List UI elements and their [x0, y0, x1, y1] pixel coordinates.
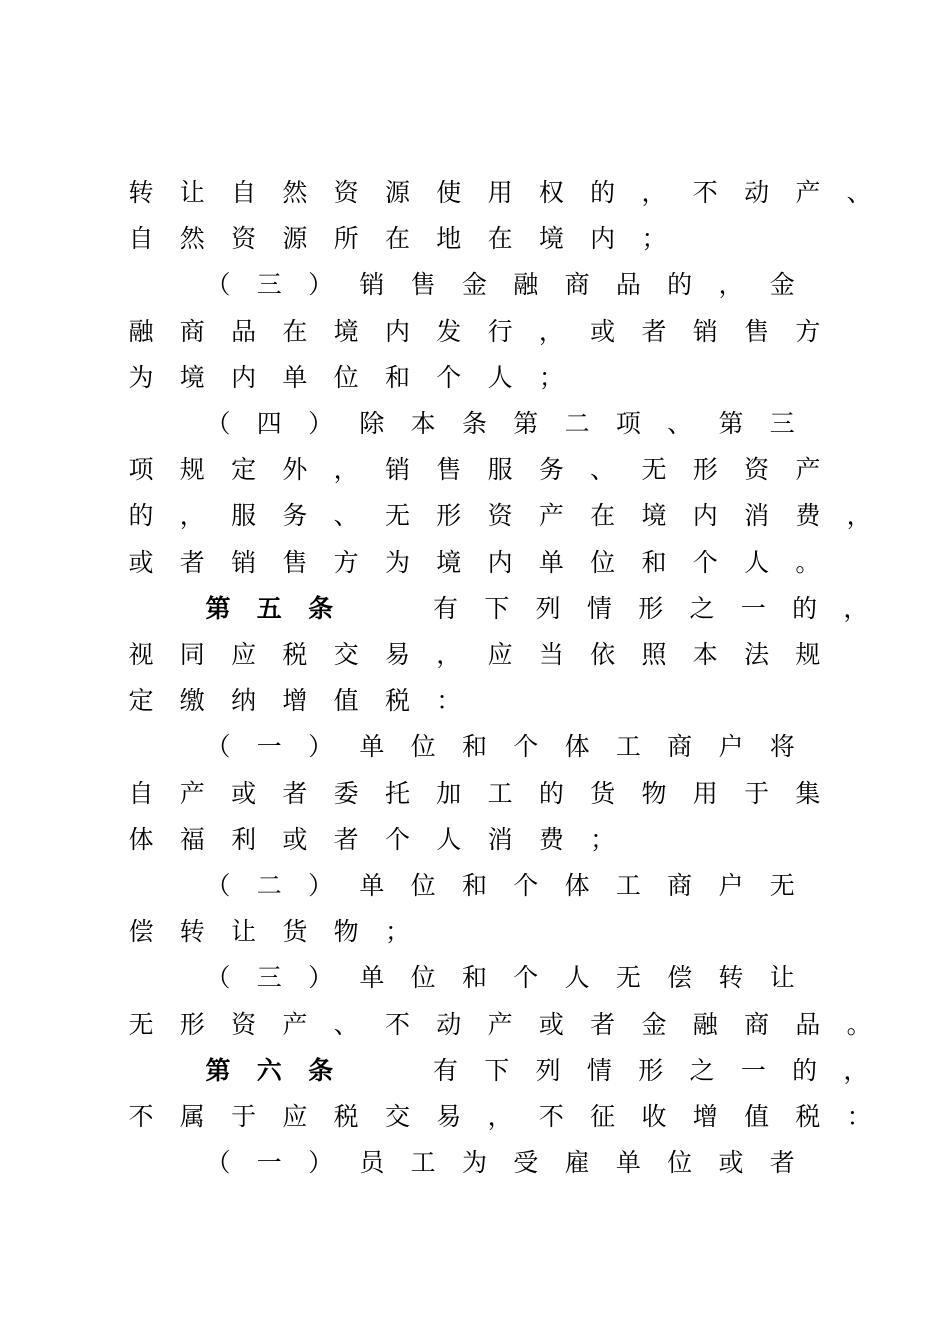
char: 除 — [359, 409, 385, 438]
char: 品 — [615, 270, 641, 300]
char: 集 — [795, 778, 821, 808]
char: 有 — [433, 593, 459, 623]
char: 同 — [179, 640, 205, 669]
article-number-char: 第 — [205, 1055, 231, 1085]
char: 费 — [538, 824, 564, 854]
char: 在 — [590, 501, 616, 531]
char: 在 — [487, 224, 513, 254]
char: 的 — [128, 501, 154, 531]
text-line — [126, 1002, 926, 1048]
char: 无 — [384, 501, 410, 531]
char: 然 — [179, 224, 205, 254]
char: 工 — [487, 778, 513, 808]
char: 人 — [487, 362, 513, 392]
char: 商 — [667, 732, 693, 762]
char: 将 — [769, 732, 795, 762]
char: 体 — [564, 732, 590, 762]
char: 品 — [795, 1009, 821, 1039]
char: 一 — [256, 732, 282, 762]
char: 商 — [744, 1009, 770, 1039]
char: ， — [179, 501, 205, 531]
char: 第 — [718, 409, 744, 438]
char: 销 — [359, 270, 385, 300]
char: 单 — [359, 963, 385, 993]
char: 人 — [436, 824, 462, 854]
char: 偿 — [667, 963, 693, 993]
char: 下 — [484, 1055, 510, 1085]
char: ， — [487, 1102, 513, 1131]
char: 内 — [487, 547, 513, 577]
char: （ — [205, 1148, 231, 1178]
char: 务 — [282, 501, 308, 531]
char: 源 — [282, 224, 308, 254]
char: ， — [846, 501, 872, 531]
char: 物 — [333, 917, 359, 947]
char: 内 — [590, 224, 616, 254]
char: （ — [205, 409, 231, 438]
char: 服 — [487, 455, 513, 485]
char: 资 — [487, 501, 513, 531]
char: 单 — [359, 732, 385, 762]
char: 境 — [333, 316, 359, 346]
char: 境 — [538, 224, 564, 254]
char: 值 — [333, 686, 359, 716]
char: 、 — [846, 178, 872, 207]
char: 发 — [436, 316, 462, 346]
char: 、 — [333, 501, 359, 531]
char: 税 — [795, 1102, 821, 1131]
char: 规 — [795, 640, 821, 669]
char: 工 — [615, 732, 641, 762]
char: 应 — [231, 640, 257, 669]
char: 者 — [641, 316, 667, 346]
char: 无 — [641, 455, 667, 485]
char: 本 — [410, 409, 436, 438]
char: 融 — [128, 316, 154, 346]
char: 不 — [384, 1009, 410, 1039]
char: 者 — [769, 1148, 795, 1178]
char: 售 — [410, 270, 436, 300]
text-line — [126, 817, 926, 863]
char: 所 — [333, 224, 359, 254]
char: 位 — [333, 362, 359, 392]
char: 于 — [231, 1102, 257, 1131]
char: 值 — [744, 1102, 770, 1131]
char: 费 — [795, 501, 821, 531]
text-line — [126, 632, 926, 678]
char: （ — [205, 732, 231, 762]
char: 资 — [333, 178, 359, 207]
char: 工 — [410, 1148, 436, 1178]
char: 的 — [667, 270, 693, 300]
char: 利 — [231, 824, 257, 854]
char: 转 — [128, 178, 154, 207]
char: ； — [538, 362, 564, 392]
char: 个 — [513, 963, 539, 993]
char: 有 — [433, 1055, 459, 1085]
char: 物 — [641, 778, 667, 808]
char: 三 — [256, 963, 282, 993]
char: 内 — [692, 501, 718, 531]
char: 。 — [846, 1009, 872, 1039]
char: 或 — [128, 547, 154, 577]
char: 销 — [692, 316, 718, 346]
char: 二 — [564, 409, 590, 438]
char: 情 — [586, 593, 612, 623]
char: 形 — [436, 501, 462, 531]
char: 受 — [513, 1148, 539, 1178]
text-line — [126, 909, 926, 955]
char: 单 — [359, 871, 385, 900]
char: （ — [205, 270, 231, 300]
char: 偿 — [128, 917, 154, 947]
char: 应 — [282, 1102, 308, 1131]
char: 体 — [564, 871, 590, 900]
text-line — [126, 309, 926, 355]
char: 项 — [128, 455, 154, 485]
char: 使 — [436, 178, 462, 207]
char: 征 — [590, 1102, 616, 1131]
char: 售 — [436, 455, 462, 485]
char: ） — [308, 1148, 334, 1178]
article-heading-line — [203, 1048, 950, 1094]
char: 转 — [718, 963, 744, 993]
char: 或 — [718, 1148, 744, 1178]
char: 二 — [256, 871, 282, 900]
char: 品 — [231, 316, 257, 346]
char: ， — [843, 1055, 869, 1085]
char: 的 — [792, 1055, 818, 1085]
text-line — [203, 955, 950, 1001]
article-number-char: 第 — [205, 593, 231, 623]
text-line — [126, 771, 926, 817]
char: 形 — [179, 1009, 205, 1039]
char: 产 — [179, 778, 205, 808]
char: 条 — [461, 409, 487, 438]
char: 员 — [359, 1148, 385, 1178]
char: 资 — [231, 224, 257, 254]
char: ： — [436, 686, 462, 716]
char: 售 — [744, 316, 770, 346]
char: 纳 — [231, 686, 257, 716]
char: ； — [641, 224, 667, 254]
char: 单 — [615, 1148, 641, 1178]
char: 的 — [538, 778, 564, 808]
char: 让 — [769, 963, 795, 993]
char: 不 — [128, 1102, 154, 1131]
char: 法 — [744, 640, 770, 669]
char: 商 — [564, 270, 590, 300]
char: 权 — [538, 178, 564, 207]
char: 销 — [384, 455, 410, 485]
char: ， — [333, 455, 359, 485]
text-line — [126, 447, 926, 493]
char: ） — [308, 732, 334, 762]
char: ） — [308, 963, 334, 993]
char: ） — [308, 409, 334, 438]
char: 消 — [744, 501, 770, 531]
char: 一 — [256, 1148, 282, 1178]
char: ： — [846, 1102, 872, 1131]
article-number-char: 五 — [256, 593, 282, 623]
char: 于 — [744, 778, 770, 808]
char: 交 — [333, 640, 359, 669]
char: 应 — [487, 640, 513, 669]
char: 、 — [667, 409, 693, 438]
char: 易 — [436, 1102, 462, 1131]
text-line — [203, 724, 950, 770]
char: ， — [718, 270, 744, 300]
char: （ — [205, 963, 231, 993]
char: 个 — [436, 362, 462, 392]
char: 金 — [461, 270, 487, 300]
char: 一 — [740, 1055, 766, 1085]
char: ， — [538, 316, 564, 346]
char: 方 — [795, 316, 821, 346]
char: 境 — [179, 362, 205, 392]
char: 和 — [461, 963, 487, 993]
char: 商 — [667, 871, 693, 900]
char: 列 — [535, 593, 561, 623]
char: 本 — [692, 640, 718, 669]
char: 税 — [333, 1102, 359, 1131]
char: 的 — [792, 593, 818, 623]
char: 税 — [384, 686, 410, 716]
char: 位 — [590, 547, 616, 577]
char: 个 — [513, 871, 539, 900]
char: 依 — [590, 640, 616, 669]
char: 自 — [128, 224, 154, 254]
article-number-char: 条 — [308, 1055, 334, 1085]
char: 境 — [436, 547, 462, 577]
char: 项 — [615, 409, 641, 438]
char: 的 — [590, 178, 616, 207]
char: 金 — [769, 270, 795, 300]
char: 福 — [179, 824, 205, 854]
char: ） — [308, 270, 334, 300]
char: 三 — [769, 409, 795, 438]
char: 。 — [795, 547, 821, 577]
char: 用 — [487, 178, 513, 207]
char: ； — [590, 824, 616, 854]
char: 行 — [487, 316, 513, 346]
char: 列 — [535, 1055, 561, 1085]
char: 规 — [179, 455, 205, 485]
char: 第 — [513, 409, 539, 438]
char: 商 — [179, 316, 205, 346]
char: 加 — [436, 778, 462, 808]
char: 定 — [128, 686, 154, 716]
char: 或 — [590, 316, 616, 346]
char: 户 — [718, 732, 744, 762]
char: 人 — [564, 963, 590, 993]
char: 人 — [744, 547, 770, 577]
char: 或 — [282, 824, 308, 854]
char: 融 — [692, 1009, 718, 1039]
char: 自 — [231, 178, 257, 207]
char: 无 — [769, 871, 795, 900]
text-line — [203, 863, 950, 909]
char: ） — [308, 871, 334, 900]
char: 体 — [128, 824, 154, 854]
char: 在 — [282, 316, 308, 346]
char: 属 — [179, 1102, 205, 1131]
char: 形 — [692, 455, 718, 485]
char: ， — [843, 593, 869, 623]
char: 个 — [692, 547, 718, 577]
char: 转 — [179, 917, 205, 947]
text-line — [126, 170, 926, 216]
char: 个 — [513, 732, 539, 762]
text-line — [203, 401, 950, 447]
char: 之 — [689, 1055, 715, 1085]
char: （ — [205, 871, 231, 900]
char: 单 — [538, 547, 564, 577]
char: 服 — [231, 501, 257, 531]
article-number-char: 条 — [308, 593, 334, 623]
char: 资 — [231, 1009, 257, 1039]
text-line — [126, 1094, 926, 1140]
char: 三 — [256, 270, 282, 300]
char: 资 — [744, 455, 770, 485]
char: 一 — [740, 593, 766, 623]
char: 视 — [128, 640, 154, 669]
char: 雇 — [564, 1148, 590, 1178]
char: 位 — [410, 732, 436, 762]
text-line — [126, 540, 926, 586]
char: 和 — [384, 362, 410, 392]
char: 消 — [487, 824, 513, 854]
char: 外 — [282, 455, 308, 485]
char: 位 — [410, 963, 436, 993]
char: 、 — [590, 455, 616, 485]
text-line — [126, 355, 926, 401]
char: 照 — [641, 640, 667, 669]
char: 为 — [461, 1148, 487, 1178]
char: 金 — [641, 1009, 667, 1039]
char: 增 — [692, 1102, 718, 1131]
char: 交 — [384, 1102, 410, 1131]
text-line — [126, 678, 926, 724]
char: 缴 — [179, 686, 205, 716]
char: 用 — [692, 778, 718, 808]
char: 个 — [384, 824, 410, 854]
article-heading-line — [203, 586, 950, 632]
char: 托 — [384, 778, 410, 808]
char: ， — [436, 640, 462, 669]
char: 工 — [615, 871, 641, 900]
char: 形 — [638, 593, 664, 623]
char: 税 — [282, 640, 308, 669]
char: 下 — [484, 593, 510, 623]
char: 境 — [641, 501, 667, 531]
char: 和 — [641, 547, 667, 577]
char: 和 — [461, 871, 487, 900]
char: 者 — [179, 547, 205, 577]
char: ； — [384, 917, 410, 947]
char: 为 — [128, 362, 154, 392]
char: 内 — [384, 316, 410, 346]
char: 定 — [231, 455, 257, 485]
text-line — [126, 493, 926, 539]
text-line — [126, 216, 926, 262]
char: 者 — [282, 778, 308, 808]
char: 动 — [744, 178, 770, 207]
char: 产 — [795, 178, 821, 207]
char: 融 — [513, 270, 539, 300]
char: 不 — [538, 1102, 564, 1131]
char: 收 — [641, 1102, 667, 1131]
char: 者 — [590, 1009, 616, 1039]
char: 让 — [231, 917, 257, 947]
char: 位 — [410, 871, 436, 900]
char: 情 — [586, 1055, 612, 1085]
char: 产 — [538, 501, 564, 531]
char: 之 — [689, 593, 715, 623]
char: 当 — [538, 640, 564, 669]
char: 售 — [282, 547, 308, 577]
char: 产 — [487, 1009, 513, 1039]
char: 地 — [436, 224, 462, 254]
char: 者 — [333, 824, 359, 854]
char: 货 — [590, 778, 616, 808]
char: ， — [641, 178, 667, 207]
char: 方 — [333, 547, 359, 577]
text-line — [203, 262, 950, 308]
char: 位 — [667, 1148, 693, 1178]
char: 为 — [384, 547, 410, 577]
char: 无 — [615, 963, 641, 993]
char: 四 — [256, 409, 282, 438]
char: 增 — [282, 686, 308, 716]
char: 形 — [638, 1055, 664, 1085]
char: 让 — [179, 178, 205, 207]
char: 或 — [231, 778, 257, 808]
char: 或 — [538, 1009, 564, 1039]
char: 销 — [231, 547, 257, 577]
char: 、 — [333, 1009, 359, 1039]
char: 不 — [692, 178, 718, 207]
char: 动 — [436, 1009, 462, 1039]
char: 源 — [384, 178, 410, 207]
char: 单 — [282, 362, 308, 392]
char: 无 — [128, 1009, 154, 1039]
char: 产 — [282, 1009, 308, 1039]
char: 和 — [461, 732, 487, 762]
char: 然 — [282, 178, 308, 207]
char: 产 — [795, 455, 821, 485]
char: 在 — [384, 224, 410, 254]
char: 内 — [231, 362, 257, 392]
article-number-char: 六 — [256, 1055, 282, 1085]
char: 易 — [384, 640, 410, 669]
char: 货 — [282, 917, 308, 947]
char: 自 — [128, 778, 154, 808]
char: 户 — [718, 871, 744, 900]
char: 委 — [333, 778, 359, 808]
char: 务 — [538, 455, 564, 485]
text-line — [203, 1140, 950, 1186]
